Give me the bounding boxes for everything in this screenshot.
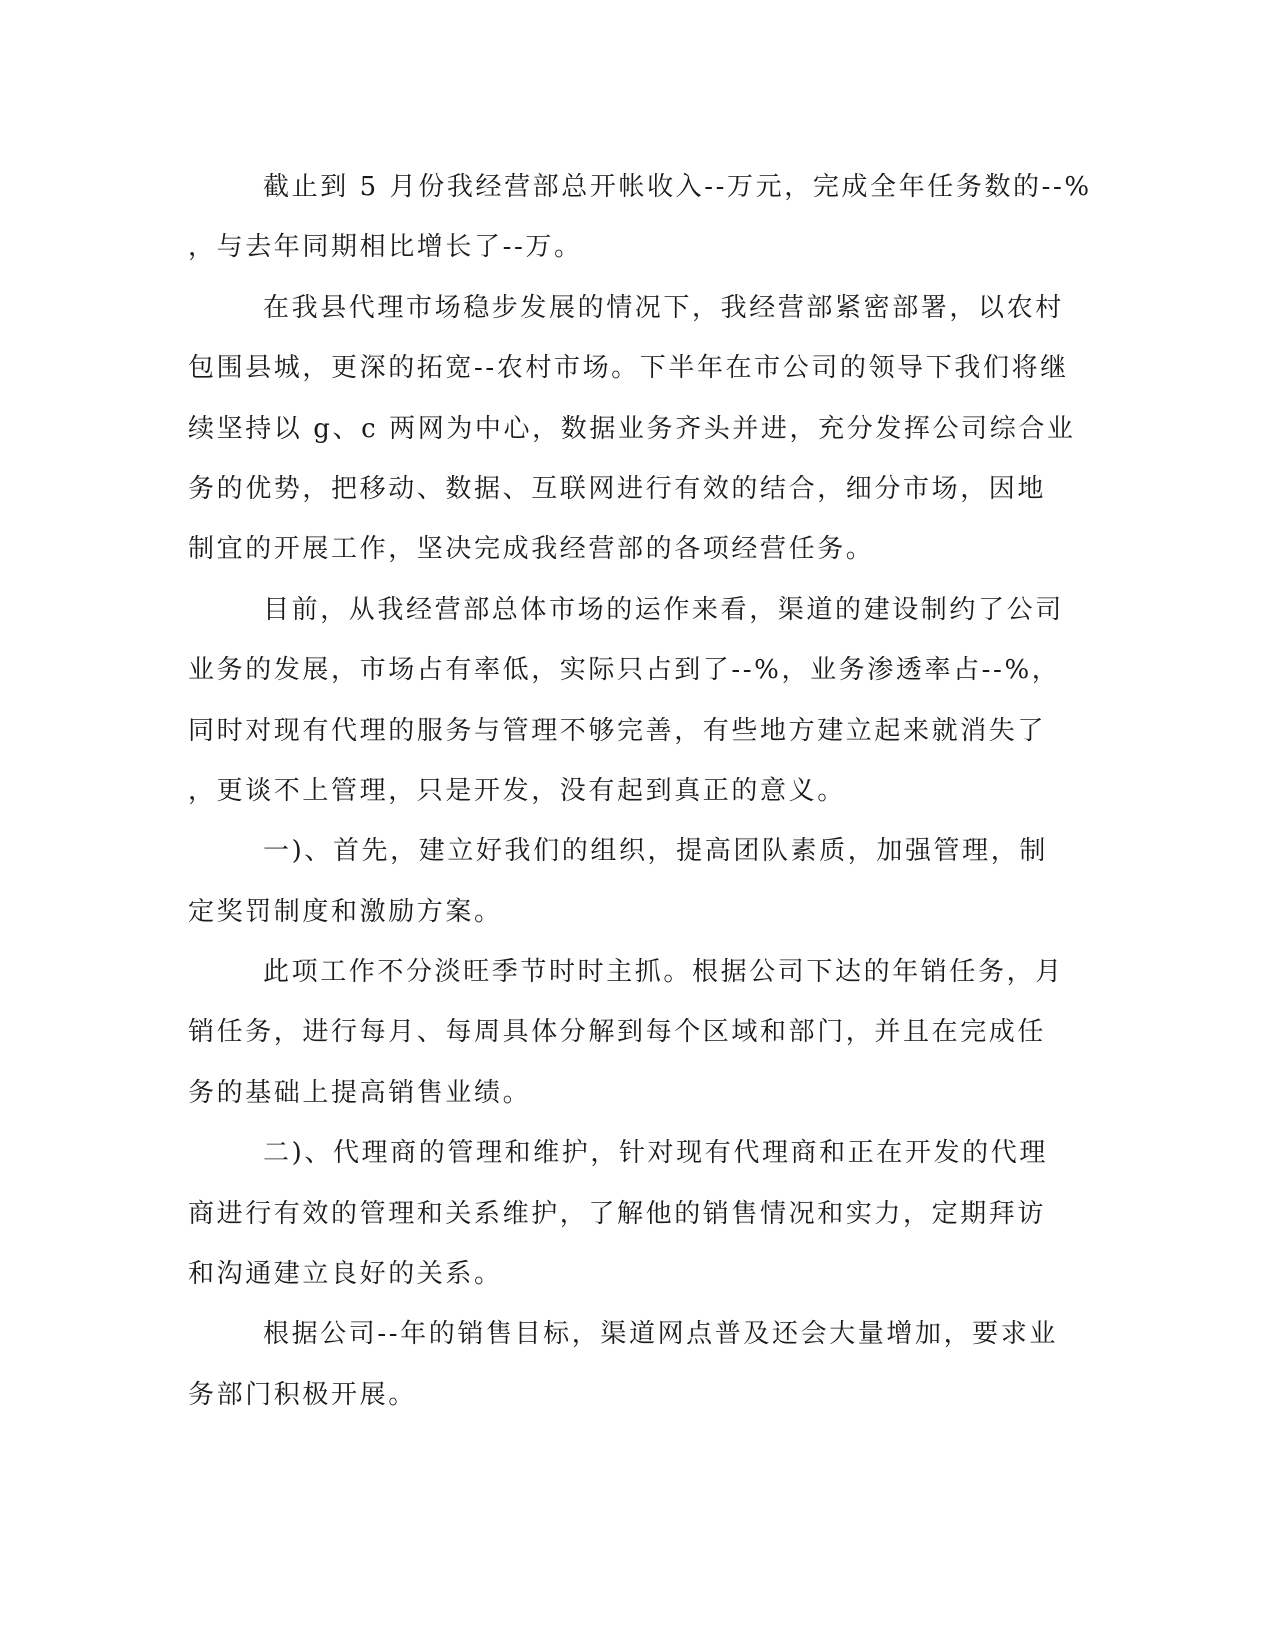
text-line: 目前，从我经营部总体市场的运作来看，渠道的建设制约了公司 bbox=[263, 594, 1064, 625]
text-line: 定奖罚制度和激励方案。 bbox=[188, 896, 503, 927]
text-line: 销任务，进行每月、每周具体分解到每个区域和部门，并且在完成任 bbox=[188, 1017, 1047, 1048]
text-line: 务的优势，把移动、数据、互联网进行有效的结合，细分市场，因地 bbox=[188, 473, 1047, 504]
paragraph-7 bbox=[188, 1304, 1088, 1425]
text-line: 和沟通建立良好的关系。 bbox=[188, 1259, 503, 1290]
paragraph-6 bbox=[188, 1123, 1088, 1304]
text-line: 在我县代理市场稳步发展的情况下，我经营部紧密部署，以农村 bbox=[263, 292, 1064, 323]
text-line: 此项工作不分淡旺季节时时主抓。根据公司下达的年销任务，月 bbox=[263, 957, 1064, 988]
document-body bbox=[188, 157, 1092, 1425]
text-line: ，更谈不上管理，只是开发，没有起到真正的意义。 bbox=[188, 775, 846, 806]
text-line: 商进行有效的管理和关系维护，了解他的销售情况和实力，定期拜访 bbox=[188, 1198, 1047, 1229]
paragraph-4 bbox=[188, 821, 1088, 942]
text-line: ，与去年同期相比增长了--万。 bbox=[188, 232, 583, 263]
text-line: 截止到 5 月份我经营部总开帐收入--万元，完成全年任务数的--% bbox=[263, 172, 1092, 202]
text-line: 二)、代理商的管理和维护，针对现有代理商和正在开发的代理 bbox=[263, 1138, 1048, 1169]
text-line: 一)、首先，建立好我们的组织，提高团队素质，加强管理，制 bbox=[263, 836, 1048, 867]
text-line: 务部门积极开展。 bbox=[188, 1379, 417, 1410]
text-line: 业务的发展，市场占有率低，实际只占到了--%，业务渗透率占--%， bbox=[188, 655, 1061, 686]
paragraph-1 bbox=[188, 157, 1092, 278]
text-line: 根据公司--年的销售目标，渠道网点普及还会大量增加，要求业 bbox=[263, 1319, 1058, 1350]
text-line: 务的基础上提高销售业绩。 bbox=[188, 1077, 532, 1108]
paragraph-2 bbox=[188, 278, 1088, 580]
text-line: 包围县城，更深的拓宽--农村市场。下半年在市公司的领导下我们将继 bbox=[188, 353, 1069, 384]
text-line: 续坚持以 g、c 两网为中心，数据业务齐头并进，充分发挥公司综合业 bbox=[188, 413, 1076, 444]
paragraph-3 bbox=[188, 580, 1088, 822]
text-line: 同时对现有代理的服务与管理不够完善，有些地方建立起来就消失了 bbox=[188, 715, 1047, 746]
paragraph-5 bbox=[188, 942, 1088, 1123]
text-line: 制宜的开展工作，坚决完成我经营部的各项经营任务。 bbox=[188, 534, 875, 565]
